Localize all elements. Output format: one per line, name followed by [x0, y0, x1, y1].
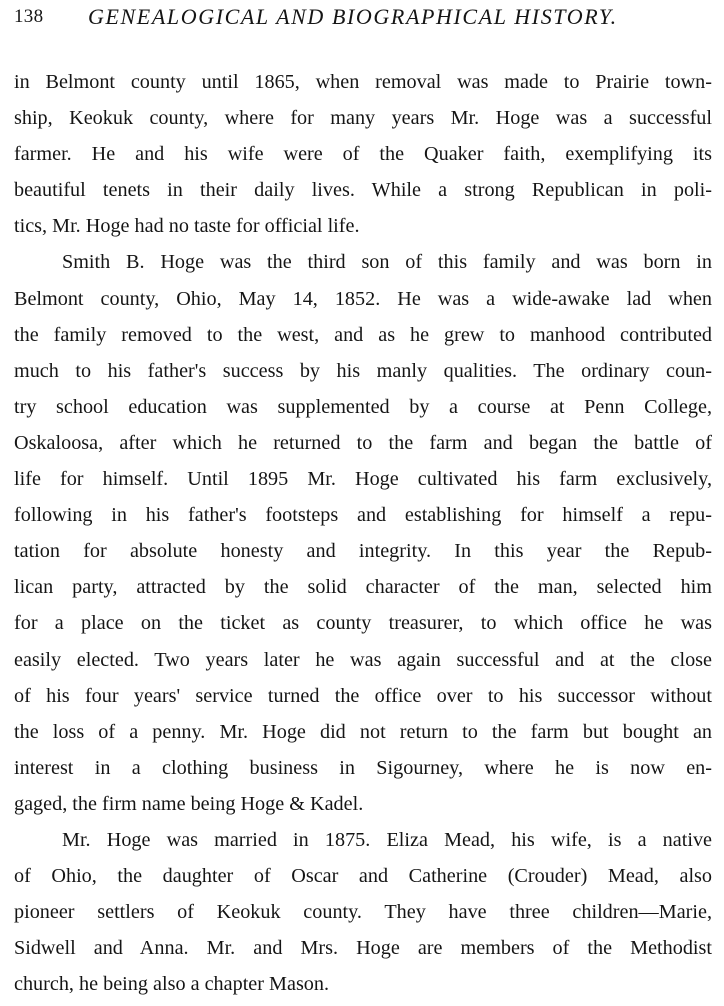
running-head: GENEALOGICAL AND BIOGRAPHICAL HISTORY.: [88, 4, 618, 29]
text-line: beautiful tenets in their daily lives. While a strong Republican in poli-: [14, 179, 712, 202]
page-header: [14, 4, 714, 34]
paragraph-1: [14, 64, 712, 244]
text-line: life for himself. Until 1895 Mr. Hoge cultivated his farm exclusively,: [14, 468, 712, 491]
text-line: of his four years' service turned the office over to his successor without: [14, 684, 712, 707]
paragraph-3: [14, 822, 712, 1002]
text-line: try school education was supplemented by a course at Penn College,: [14, 395, 712, 418]
text-line: interest in a clothing business in Sigourney, where he is now en-: [14, 756, 712, 779]
text-line: tation for absolute honesty and integrity. In this year the Repub-: [14, 540, 712, 563]
text-line: farmer. He and his wife were of the Quaker faith, exemplifying its: [14, 143, 712, 166]
paragraph-2: [14, 244, 712, 822]
text-line: in Belmont county until 1865, when removal was made to Prairie town-: [14, 71, 712, 93]
text-line: following in his father's footsteps and establishing for himself a repu-: [14, 504, 712, 527]
text-line: easily elected. Two years later he was again successful and at the close: [14, 648, 712, 671]
text-line: the family removed to the west, and as he grew to manhood contributed: [14, 323, 712, 346]
text-line: church, he being also a chapter Mason.: [14, 973, 330, 996]
page-number: 138: [14, 6, 44, 27]
text-line: Belmont county, Ohio, May 14, 1852. He was a wide-awake lad when: [14, 287, 712, 310]
text-line: the loss of a penny. Mr. Hoge did not return to the farm but bought an: [14, 720, 712, 743]
text-line: Oskaloosa, after which he returned to the farm and began the battle of: [14, 431, 712, 454]
text-line: pioneer settlers of Keokuk county. They have three children—Marie,: [14, 901, 712, 924]
text-line: lican party, attracted by the solid character of the man, selected him: [14, 576, 712, 599]
text-line: for a place on the ticket as county treasurer, to which office he was: [14, 612, 712, 635]
text-line: Smith B. Hoge was the third son of this family and was born in: [62, 251, 712, 274]
text-line: of Ohio, the daughter of Oscar and Catherine (Crouder) Mead, also: [14, 865, 712, 888]
text-line: Mr. Hoge was married in 1875. Eliza Mead, his wife, is a native: [62, 828, 712, 851]
text-line: gaged, the firm name being Hoge & Kadel.: [14, 792, 364, 815]
text-line: Sidwell and Anna. Mr. and Mrs. Hoge are members of the Methodist: [14, 937, 712, 960]
text-line: ship, Keokuk county, where for many years Mr. Hoge was a successful: [14, 107, 712, 130]
text-line: much to his father's success by his manly qualities. The ordinary coun-: [14, 359, 712, 382]
body-text: [14, 64, 712, 1002]
text-line: tics, Mr. Hoge had no taste for official life.: [14, 215, 360, 238]
